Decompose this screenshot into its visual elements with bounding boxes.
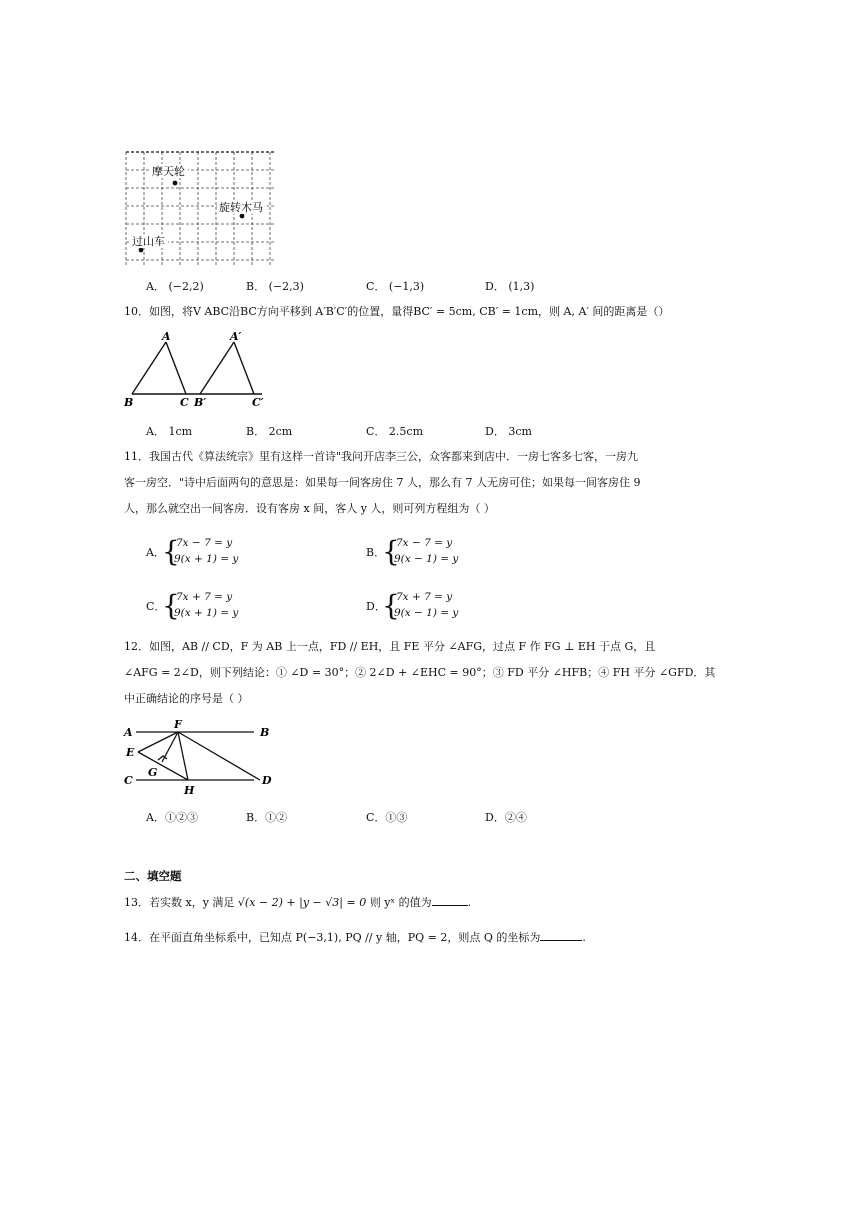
- q12-option-c[interactable]: C．①③: [366, 811, 408, 824]
- label-roller-coaster: 过山车: [132, 235, 165, 248]
- q12-label-f: F: [174, 718, 182, 731]
- q11-option-d-eq2: 9(x − 1) = y: [394, 607, 459, 619]
- q12-option-a[interactable]: A．①②③: [146, 811, 198, 824]
- q12-label-b: B: [260, 726, 270, 739]
- point-carousel: [240, 214, 245, 219]
- label-carousel: 旋转木马: [219, 201, 263, 214]
- q12-stem-line3: 中正确结论的序号是（ ）: [124, 692, 249, 705]
- q11-option-a-eq1: 7x − 7 = y: [176, 537, 233, 549]
- q11-option-b[interactable]: [366, 536, 486, 576]
- q11-option-d-letter: D．: [366, 600, 386, 613]
- q11-option-b-eq2: 9(x − 1) = y: [394, 553, 459, 565]
- section-heading-fill-in: 二、填空题: [124, 869, 182, 883]
- q11-stem-line1: 11．我国古代《算法统宗》里有这样一首诗"我问开店李三公，众客都来到店中．一房七客多七客，一房九: [124, 450, 639, 463]
- q10-option-b[interactable]: B． 2cm: [246, 425, 293, 438]
- q9-grid-figure: [124, 150, 276, 268]
- q10-label-a: A: [162, 330, 171, 343]
- q14-end: .: [582, 931, 586, 944]
- q11-option-c-letter: C．: [146, 600, 166, 613]
- q11-option-a-letter: A．: [146, 546, 165, 559]
- q12-label-h: H: [184, 784, 195, 797]
- q10-label-a-prime: A′: [230, 330, 242, 343]
- q13-end: .: [467, 896, 472, 909]
- q9-option-d[interactable]: D． (1,3): [485, 280, 535, 293]
- q12-stem-line2: ∠AFG = 2∠D，则下列结论：① ∠D = 30°；② 2∠D + ∠EHC = 90°；③ FD 平分 ∠HFB；④ FH 平分 ∠GFD．其: [124, 666, 716, 679]
- q12-stem-line1: 12．如图，AB // CD，F 为 AB 上一点，FD // EH，且 FE 平分 ∠AFG，过点 F 作 FG ⊥ EH 于点 G，且: [124, 640, 656, 653]
- q13: [124, 895, 471, 911]
- q13-expr: √(x − 2) + |y − √3| = 0: [237, 896, 367, 909]
- q11-option-a-brace: {: [162, 535, 180, 568]
- q10-stem: 10．如图，将V ABC沿BC方向平移到 A′B′C′的位置，量得BC′ = 5cm, CB′ = 1cm，则 A, A′ 间的距离是（）: [124, 305, 670, 318]
- q12-figure: [122, 716, 282, 800]
- q11-option-d-brace: {: [382, 589, 400, 622]
- q12-label-d: D: [262, 774, 272, 787]
- q11-option-d[interactable]: [366, 590, 486, 630]
- q10-option-c[interactable]: C． 2.5cm: [366, 425, 424, 438]
- q14-answer-blank[interactable]: [540, 930, 582, 941]
- q11-stem-line3: 人，那么就空出一间客房．设有客房 x 间，客人 y 人，则可列方程组为（ ）: [124, 502, 495, 515]
- q13-answer-blank[interactable]: [432, 895, 468, 906]
- q11-option-d-eq1: 7x + 7 = y: [396, 591, 453, 603]
- q14: [124, 930, 586, 946]
- q12-label-g: G: [148, 766, 158, 779]
- q13-prefix: 13．若实数 x，y 满足: [124, 896, 235, 909]
- q11-option-b-brace: {: [382, 535, 400, 568]
- q12-label-a: A: [124, 726, 133, 739]
- q11-option-a-eq2: 9(x + 1) = y: [174, 553, 239, 565]
- q14-prefix: 14．在平面直角坐标系中，已知点: [124, 931, 292, 944]
- q11-option-c-brace: {: [162, 589, 180, 622]
- q10-label-b-prime: B′: [194, 396, 207, 409]
- q11-option-b-letter: B．: [366, 546, 386, 559]
- q9-option-b[interactable]: B． (−2,3): [246, 280, 304, 293]
- q12-label-c: C: [124, 774, 133, 787]
- point-ferris-wheel: [173, 181, 178, 186]
- q11-option-c[interactable]: [146, 590, 266, 630]
- q9-option-a[interactable]: A． (−2,2): [146, 280, 204, 293]
- q12-label-e: E: [126, 746, 135, 759]
- q12-option-d[interactable]: D．②④: [485, 811, 527, 824]
- label-ferris-wheel: 摩天轮: [152, 165, 185, 178]
- q11-option-a[interactable]: [146, 536, 266, 576]
- q12-option-b[interactable]: B．①②: [246, 811, 288, 824]
- point-roller-coaster: [139, 248, 144, 253]
- q10-option-d[interactable]: D． 3cm: [485, 425, 532, 438]
- q10-label-c-prime: C′: [252, 396, 264, 409]
- q13-suffix: 则 yˣ 的值为: [369, 896, 432, 909]
- q11-option-c-eq2: 9(x + 1) = y: [174, 607, 239, 619]
- q10-option-a[interactable]: A． 1cm: [146, 425, 193, 438]
- q10-label-c: C: [180, 396, 189, 409]
- q14-expr: P(−3,1), PQ // y 轴，PQ = 2，则点 Q 的坐标为: [295, 931, 541, 944]
- q10-figure: [122, 330, 272, 410]
- q11-stem-line2: 客一房空．"诗中后面两句的意思是：如果每一间客房住 7 人，那么有 7 人无房可住；如果每一间客房住 9: [124, 476, 641, 489]
- q10-label-b: B: [124, 396, 134, 409]
- q9-option-c[interactable]: C． (−1,3): [366, 280, 425, 293]
- q11-option-b-eq1: 7x − 7 = y: [396, 537, 453, 549]
- q11-option-c-eq1: 7x + 7 = y: [176, 591, 233, 603]
